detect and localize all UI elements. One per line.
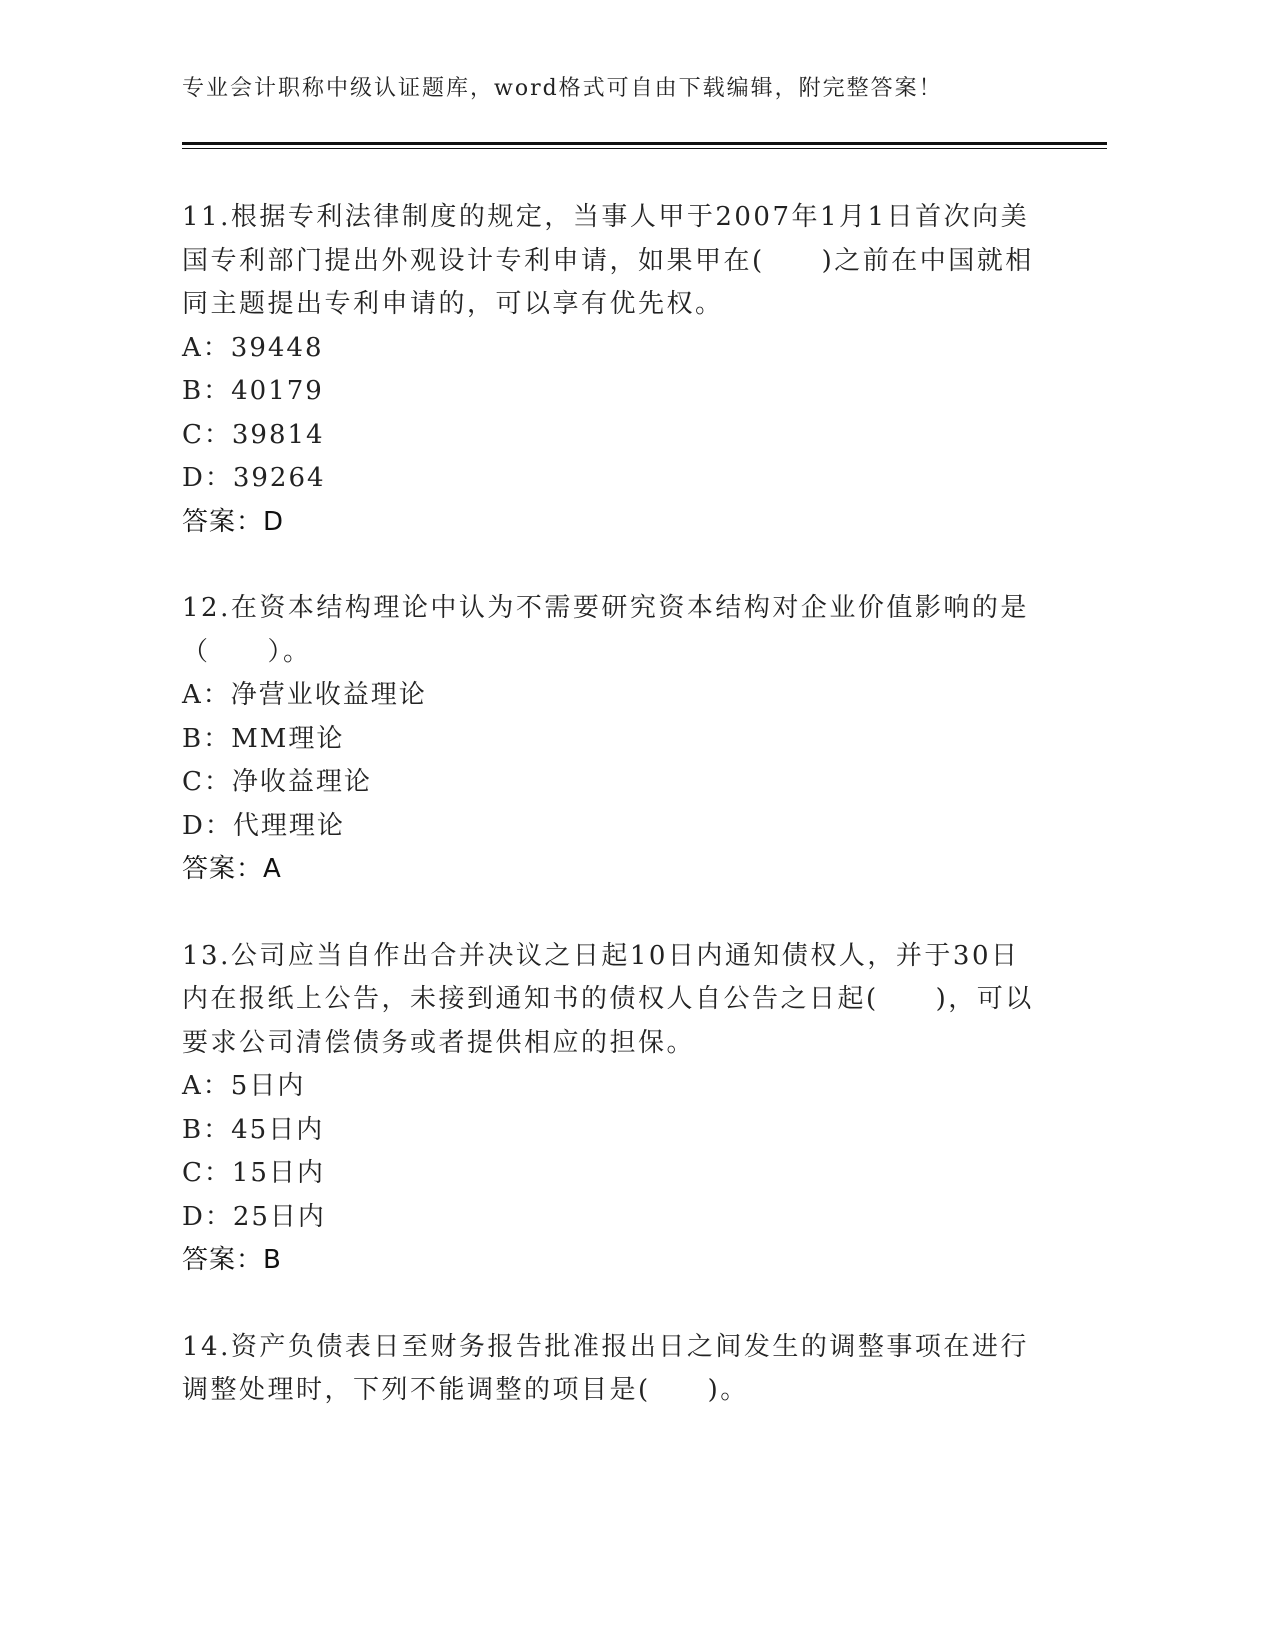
answer-line: 答案：A (182, 854, 282, 884)
answer-line: 答案：D (182, 506, 285, 537)
question-12 (182, 587, 1042, 892)
question-stem: 13.公司应当自作出合并决议之日起10日内通知债权人，并于30日内在报纸上公告，未接到通知书的债权人自公告之日起( )，可以要求公司清偿债务或者提供相应的担保。 (182, 940, 1034, 1058)
question-list (182, 196, 1042, 1413)
page-header: 专业会计职称中级认证题库，word格式可自由下载编辑，附完整答案！ (182, 76, 943, 101)
option-c: C：39814 (182, 419, 325, 450)
option-a: A：39448 (182, 332, 324, 363)
option-b: B：MM理论 (182, 723, 345, 754)
answer-line: 答案：B (182, 1245, 282, 1275)
question-stem: 11.根据专利法律制度的规定，当事人甲于2007年1月1日首次向美国专利部门提出外观设计专利申请，如果甲在( )之前在中国就相同主题提出专利申请的，可以享有优先权。 (182, 202, 1034, 319)
question-stem: 12.在资本结构理论中认为不需要研究资本结构对企业价值影响的是（ ）。 (182, 593, 1029, 667)
option-c: C：净收益理论 (182, 767, 372, 797)
option-a: A：净营业收益理论 (182, 680, 427, 710)
question-stem: 14.资产负债表日至财务报告批准报出日之间发生的调整事项在进行调整处理时，下列不能调整的项目是( )。 (182, 1331, 1029, 1405)
question-14 (182, 1326, 1042, 1413)
option-d: D：39264 (182, 463, 326, 493)
question-11 (182, 196, 1042, 544)
question-13 (182, 935, 1042, 1283)
header-rule-thick (182, 142, 1107, 145)
option-b: B：45日内 (182, 1114, 325, 1145)
header-rule-thin (182, 148, 1107, 149)
option-d: D：25日内 (182, 1201, 326, 1232)
option-d: D：代理理论 (182, 810, 345, 841)
option-a: A：5日内 (182, 1071, 306, 1101)
option-c: C：15日内 (182, 1158, 325, 1188)
option-b: B：40179 (182, 376, 324, 406)
